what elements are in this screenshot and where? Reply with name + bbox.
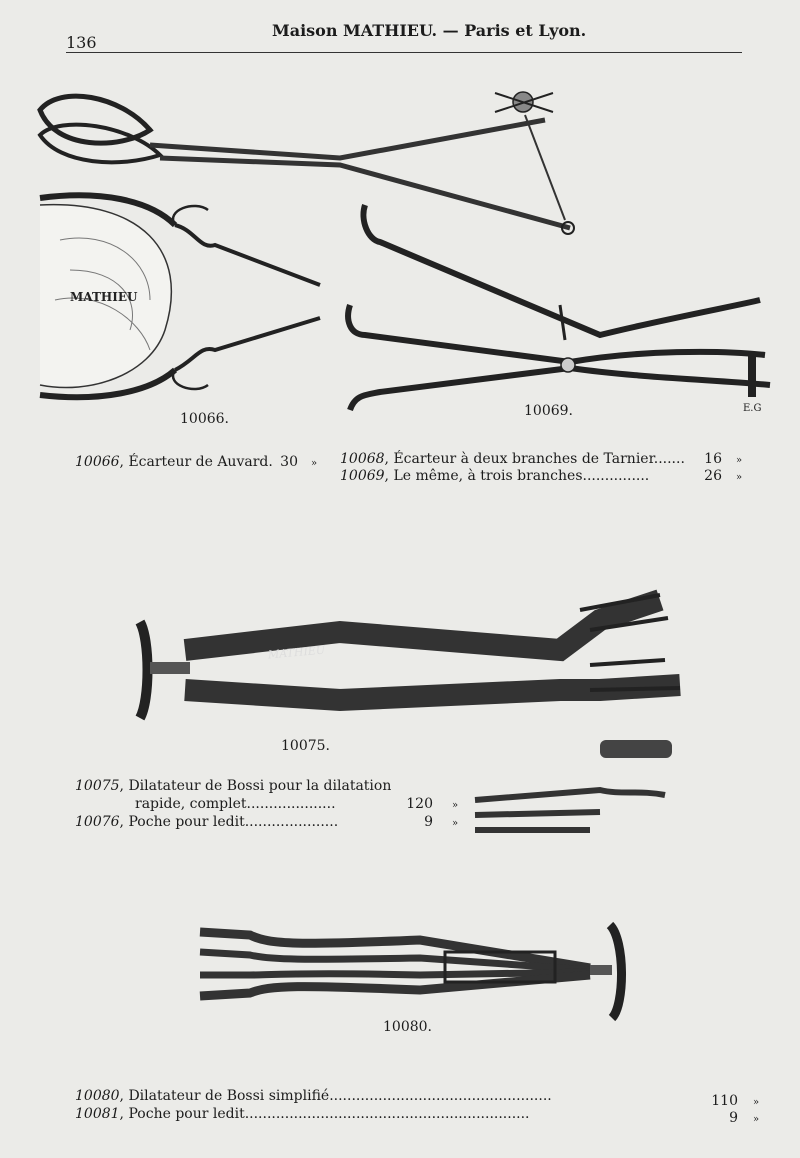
entry-10066-text: , Écarteur de Auvard. xyxy=(119,454,273,470)
figure-10080-label: 10080. xyxy=(383,1019,432,1035)
entry-10066-price: 30 xyxy=(280,454,298,470)
entry-10075-line2: rapide, complet.................... xyxy=(135,796,336,812)
entry-10066-mark: » xyxy=(311,458,318,469)
entry-10080 xyxy=(75,1088,552,1104)
entry-10080-price: 110 xyxy=(711,1093,738,1109)
figure-10066-stamp: MATHIEU xyxy=(70,290,138,304)
entry-10076-text: , Poche pour ledit..................... xyxy=(119,814,339,830)
entry-10068-mark: » xyxy=(736,455,743,466)
figure-10069-label: 10069. xyxy=(524,403,573,419)
entry-10075-mark: » xyxy=(452,800,459,811)
entry-10075-text: , Dilatateur de Bossi pour la dilatation xyxy=(119,778,392,794)
entry-10068-text: , Écarteur à deux branches de Tarnier....... xyxy=(384,451,685,467)
entry-10069-mark: » xyxy=(736,472,743,483)
entry-10069-price: 26 xyxy=(704,468,722,484)
entry-10080-number: 10080 xyxy=(75,1088,120,1104)
figure-10069-signature: E.G xyxy=(743,403,762,414)
entry-10081-mark: » xyxy=(753,1114,760,1125)
page-number: 136 xyxy=(66,33,97,52)
entry-10066-number: 10066 xyxy=(75,454,120,470)
entry-10080-mark: » xyxy=(753,1097,760,1108)
entry-10068-number: 10068 xyxy=(340,451,385,467)
entry-10080-text: , Dilatateur de Bossi simplifié.................................................. xyxy=(119,1088,552,1104)
entry-10069-number: 10069 xyxy=(340,468,385,484)
entry-10075-number: 10075 xyxy=(75,778,120,794)
figure-10075-label: 10075. xyxy=(281,738,330,754)
entry-10081-price: 9 xyxy=(729,1110,738,1126)
figure-10066-label: 10066. xyxy=(180,411,229,427)
entry-10076-mark: » xyxy=(452,818,459,829)
entry-10081-text: , Poche pour ledit................................................................ xyxy=(119,1106,530,1122)
entry-10075-price: 120 xyxy=(406,796,433,812)
page-title: Maison MATHIEU. — Paris et Lyon. xyxy=(272,21,587,40)
entry-10076-number: 10076 xyxy=(75,814,120,830)
entry-10069-text: , Le même, à trois branches............... xyxy=(384,468,650,484)
entry-10068-price: 16 xyxy=(704,451,722,467)
entry-10076-price: 9 xyxy=(424,814,433,830)
entry-10081-number: 10081 xyxy=(75,1106,120,1122)
entry-10081 xyxy=(75,1106,530,1122)
figure-10075-stamp: MATHIEU xyxy=(267,643,326,662)
